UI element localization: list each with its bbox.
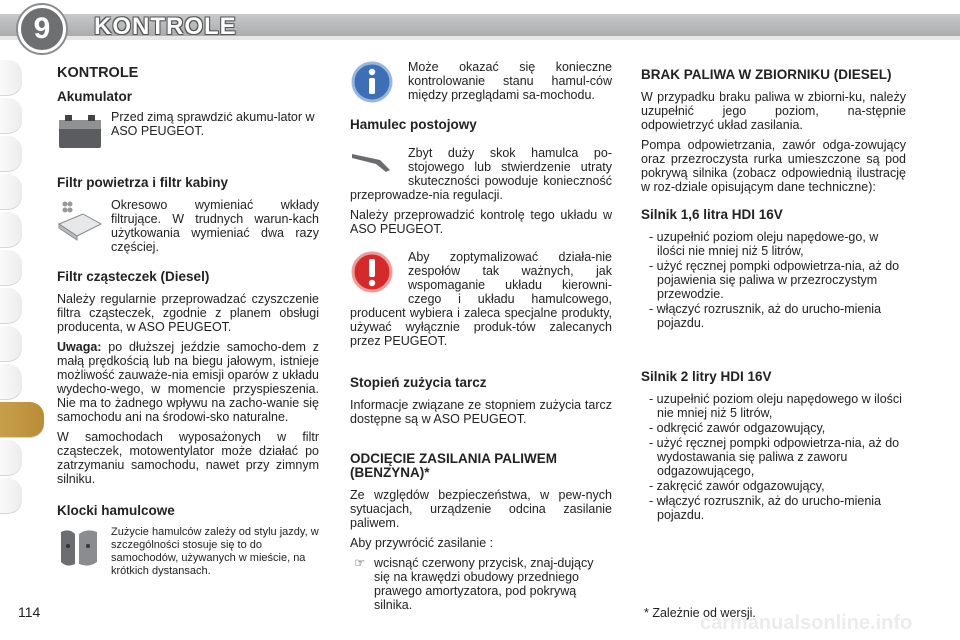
chapter-tab[interactable] <box>0 440 22 476</box>
no-fuel-paragraph: Pompa odpowietrzania, zawór odga-zowujący oraz przezroczysta rurka umieszczone są pod pokrywą silnika (zobacz odpowiednią ilustrację w roz-dziale opisującym dane techniczne): <box>641 138 906 194</box>
watermark: carmanualsonline.info <box>700 612 913 634</box>
chapter-tab[interactable] <box>0 326 22 362</box>
battery-title: Akumulator <box>57 89 133 104</box>
filter-icon <box>57 198 103 242</box>
brake-pads-title: Klocki hamulcowe <box>57 503 175 518</box>
chapter-tab-active[interactable] <box>0 402 44 438</box>
chapter-tab[interactable] <box>0 478 22 514</box>
warning-icon <box>350 250 394 294</box>
fuel-cut-step-text: wcisnąć czerwony przycisk, znaj-dujący się na krawędzi obudowy przedniego prawego amortyzatora, pod pokrywą silnika. <box>374 556 594 612</box>
no-fuel-paragraph: W przypadku braku paliwa w zbiorni-ku, należy uzupełnić jego poziom, na-stępnie odpowietrzyć układ zasilania. <box>641 90 906 132</box>
engine-16-steps <box>641 230 906 330</box>
chapter-tab[interactable] <box>0 212 22 248</box>
pointing-hand-icon: ☞ <box>354 556 366 570</box>
page-number: 114 <box>18 604 41 620</box>
parking-brake-lever-icon <box>350 146 394 176</box>
chapter-tab[interactable] <box>0 364 22 400</box>
brake-pads-text: Zużycie hamulców zależy od stylu jazdy, w szczególności stosuje się to do samochodów, używanych w mieście, na krótkich dystansach. <box>111 526 319 577</box>
parking-brake-title: Hamulec postojowy <box>350 117 477 132</box>
disc-wear-title: Stopień zużycia tarcz <box>350 375 487 390</box>
parking-brake-paragraph: Należy przeprowadzić kontrolę tego układu w ASO PEUGEOT. <box>350 208 612 236</box>
fuel-cut-title: ODCIĘCIE ZASILANIA PALIWEM (BENZYNA)* <box>350 451 557 480</box>
chapter-tab[interactable] <box>0 136 22 172</box>
fuel-cut-paragraph: Aby przywrócić zasilanie : <box>350 536 494 550</box>
column-2 <box>350 60 612 612</box>
list-item: - uzupełnić poziom oleju napędowego w ilości nie mniej niż 5 litrów, <box>641 392 906 420</box>
page-header <box>0 0 960 52</box>
air-filter-text: Okresowo wymieniać wkłady filtrujące. W trudnych warun-kach użytkowania wymieniać dwa razy częściej. <box>111 198 319 254</box>
info-text: Może okazać się konieczne kontrolowanie stanu hamul-ców między przeglądami sa-mochodu. <box>408 60 612 102</box>
chapter-tab[interactable] <box>0 250 22 286</box>
brake-pads-icon <box>57 526 103 570</box>
column-3 <box>641 60 906 528</box>
engine-2-title: Silnik 2 litry HDI 16V <box>641 369 772 384</box>
list-item: - włączyć rozrusznik, aż do urucho-mienia pojazdu. <box>641 302 906 330</box>
chapter-tab[interactable] <box>0 288 22 324</box>
chapter-tab[interactable] <box>0 174 22 210</box>
list-item: - włączyć rozrusznik, aż do urucho-mienia pojazdu. <box>641 494 906 522</box>
particle-filter-paragraph: Należy regularnie przeprowadzać czyszczenie filtra cząsteczek, zgodnie z planem obsługi producenta, w ASO PEUGEOT. <box>57 292 319 334</box>
battery-text: Przed zimą sprawdzić akumu-lator w ASO PEUGEOT. <box>111 112 315 138</box>
list-item: - użyć ręcznej pompki odpowietrza-nia, aż do wydostawania się paliwa z zaworu odgazowującego, <box>641 436 906 478</box>
column-1 <box>57 60 319 578</box>
engine-16-title: Silnik 1,6 litra HDI 16V <box>641 207 783 222</box>
air-filter-title: Filtr powietrza i filtr kabiny <box>57 175 229 190</box>
warning-text: Aby zoptymalizować działa-nie zespołów tak ważnych, jak wspomaganie układu kierowni-czego i układu hamulcowego, producent wybiera i zaleca specjalne produkty, używać wyłącznie produk-tów zalecanych przez PEUGEOT. <box>350 250 612 348</box>
list-item: - uzupełnić poziom oleju napędowe-go, w ilości nie mniej niż 5 litrów, <box>641 230 906 258</box>
list-item: - zakręcić zawór odgazowujący, <box>641 479 906 493</box>
chapter-number-badge: 9 <box>18 5 66 53</box>
list-item: - odkręcić zawór odgazowujący, <box>641 421 906 435</box>
particle-filter-note <box>57 340 319 424</box>
section-title: KONTROLE <box>57 65 139 81</box>
list-item: - użyć ręcznej pompki odpowietrza-nia, aż do pojawienia się paliwa w przezroczystym przewodzie. <box>641 259 906 301</box>
battery-icon <box>57 112 103 152</box>
no-fuel-title: BRAK PALIWA W ZBIORNIKU (DIESEL) <box>641 67 892 82</box>
chapter-tabs <box>0 60 40 516</box>
chapter-tab[interactable] <box>0 60 22 96</box>
page-title: KONTROLE <box>94 13 237 40</box>
fuel-cut-step <box>350 556 612 612</box>
particle-filter-title: Filtr cząsteczek (Diesel) <box>57 269 210 284</box>
chapter-tab[interactable] <box>0 98 22 134</box>
parking-brake-paragraph: Zbyt duży skok hamulca po-stojowego lub stwierdzenie utraty skuteczności powoduje konieczność przeprowadze-nia regulacji. <box>350 146 612 202</box>
engine-2-steps <box>641 392 906 522</box>
info-icon <box>350 60 394 104</box>
particle-filter-paragraph: W samochodach wyposażonych w filtr cząsteczek, motowentylator może działać po zatrzymaniu samochodu, nawet przy zimnym silniku. <box>57 430 319 486</box>
note-label: Uwaga: <box>57 340 102 354</box>
fuel-cut-paragraph: Ze względów bezpieczeństwa, w pew-nych sytuacjach, urządzenie odcina zasilanie paliwem. <box>350 488 612 530</box>
disc-wear-text: Informacje związane ze stopniem zużycia tarcz dostępne są w ASO PEUGEOT. <box>350 398 612 426</box>
footnote: * Zależnie od wersji. <box>644 606 756 620</box>
note-text: po dłuższej jeździe samocho-dem z małą prędkością lub na biegu jałowym, istnieje możliwość zauważe-nia emisji oparów z układu wydecho-wego, w momencie przyspieszenia. Nie ma to żadnego wpływu na zacho-wanie się samochodu ani na środowi-sko naturalne. <box>57 340 319 424</box>
